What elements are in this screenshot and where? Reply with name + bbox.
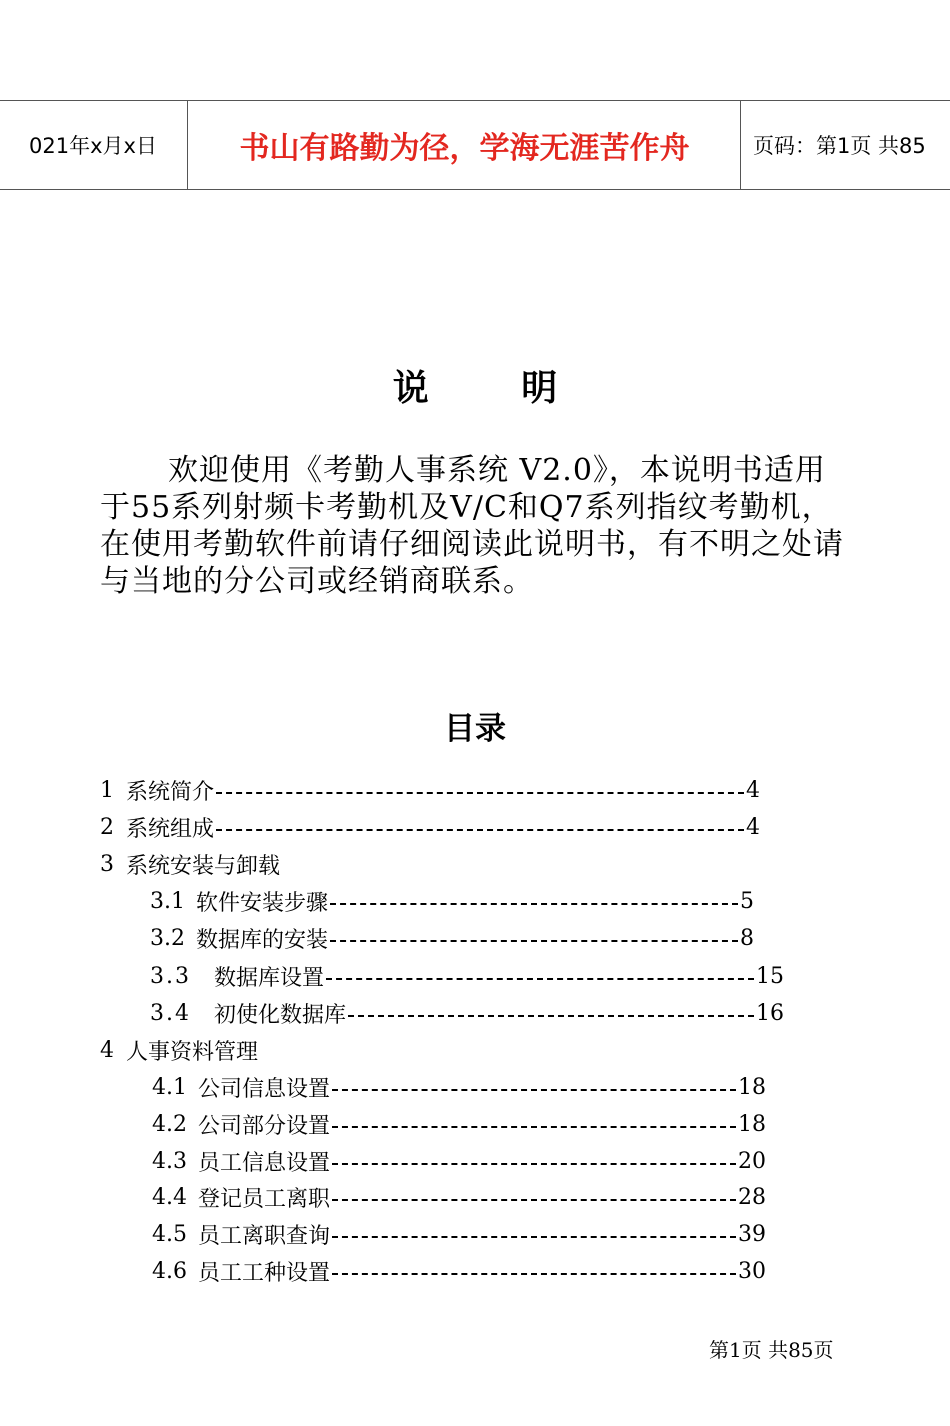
toc-entry[interactable] xyxy=(152,1072,766,1102)
toc-entry-page: 4 xyxy=(746,777,760,803)
toc-entry-number: 2 xyxy=(100,814,114,840)
toc-entry[interactable] xyxy=(100,775,760,805)
toc-entry[interactable] xyxy=(100,1035,760,1065)
toc-entry-page: 15 xyxy=(756,963,784,989)
toc-entry-page: 20 xyxy=(738,1148,766,1174)
toc-entry-number: 4.2 xyxy=(152,1111,187,1137)
toc-entry[interactable] xyxy=(150,886,754,916)
toc-entry-number: 3.1 xyxy=(150,888,185,914)
document-title: 说 明 xyxy=(392,368,598,409)
toc-entry-text: 软件安装步骤 xyxy=(196,890,329,916)
toc-entry-text: 系统组成 xyxy=(126,816,215,842)
toc-leader xyxy=(330,903,738,905)
toc-entry[interactable] xyxy=(152,1256,766,1286)
toc-entry-page: 28 xyxy=(738,1184,766,1210)
toc-leader xyxy=(216,829,744,831)
toc-entry-number: 4.4 xyxy=(152,1184,187,1210)
toc-entry-text: 初使化数据库 xyxy=(214,1002,347,1028)
toc-entry-text: 公司信息设置 xyxy=(198,1076,331,1102)
toc-entry-number: 3.3 xyxy=(150,963,191,989)
toc-entry-text: 数据库的安装 xyxy=(196,927,329,953)
toc-leader xyxy=(348,1015,754,1017)
toc-leader xyxy=(330,940,738,942)
toc-entry-number: 4.3 xyxy=(152,1148,187,1174)
toc-entry-page: 30 xyxy=(738,1258,766,1284)
toc-entry-page: 5 xyxy=(740,888,754,914)
toc-entry-text: 系统简介 xyxy=(126,779,215,805)
toc-entry[interactable] xyxy=(152,1182,766,1212)
toc-leader xyxy=(332,1163,736,1165)
toc-entry-number: 4.6 xyxy=(152,1258,187,1284)
toc-entry-number: 4 xyxy=(100,1037,114,1063)
toc-leader xyxy=(326,978,754,980)
toc-entry-text: 员工信息设置 xyxy=(198,1150,331,1176)
toc-entry-number: 3 xyxy=(100,851,114,877)
toc-leader xyxy=(332,1126,736,1128)
toc-entry[interactable] xyxy=(152,1219,766,1249)
toc-leader xyxy=(332,1089,736,1091)
toc-entry[interactable] xyxy=(152,1146,766,1176)
toc-entry-text: 公司部分设置 xyxy=(198,1113,331,1139)
toc-title: 目录 xyxy=(444,711,506,747)
toc-entry-page: 18 xyxy=(738,1074,766,1100)
toc-leader xyxy=(216,792,744,794)
toc-leader xyxy=(332,1236,736,1238)
header-motto: 书山有路勤为径，学海无涯苦作舟 xyxy=(189,101,741,189)
page-header xyxy=(0,100,950,190)
toc-entry-text: 数据库设置 xyxy=(214,965,325,991)
toc-entry[interactable] xyxy=(152,1109,766,1139)
toc-entry-number: 1 xyxy=(100,777,114,803)
toc-entry-page: 18 xyxy=(738,1111,766,1137)
toc-entry[interactable] xyxy=(150,923,754,953)
toc-entry-page: 39 xyxy=(738,1221,766,1247)
toc-entry[interactable] xyxy=(150,998,784,1028)
header-page-info: 页码：第1页 共85 xyxy=(753,134,926,158)
toc-leader xyxy=(332,1273,736,1275)
intro-paragraph: 欢迎使用《考勤人事系统 V2.0》，本说明书适用于55系列射频卡考勤机及V/C和Q7系列指纹考勤机，在使用考勤软件前请仔细阅读此说明书，有不明之处请与当地的分公司或经销商联系。 xyxy=(100,453,844,599)
page-footer: 第1页 共85页 xyxy=(709,1338,834,1362)
header-date: 021年x月x日 xyxy=(0,101,188,189)
toc-entry-text: 员工工种设置 xyxy=(198,1260,331,1286)
toc-entry[interactable] xyxy=(150,961,784,991)
toc-entry-number: 4.1 xyxy=(152,1074,187,1100)
toc-entry-text: 员工离职查询 xyxy=(198,1223,331,1249)
toc-entry-text: 登记员工离职 xyxy=(198,1186,331,1212)
toc-leader xyxy=(332,1199,736,1201)
toc-entry[interactable] xyxy=(100,849,760,879)
toc-entry-number: 4.5 xyxy=(152,1221,187,1247)
toc-entry-text: 人事资料管理 xyxy=(126,1039,259,1065)
toc-entry-text: 系统安装与卸载 xyxy=(126,853,281,879)
toc-entry-page: 8 xyxy=(740,925,754,951)
toc-entry-number: 3.4 xyxy=(150,1000,191,1026)
toc-entry[interactable] xyxy=(100,812,760,842)
toc-entry-page: 4 xyxy=(746,814,760,840)
toc-entry-page: 16 xyxy=(756,1000,784,1026)
toc-entry-number: 3.2 xyxy=(150,925,185,951)
